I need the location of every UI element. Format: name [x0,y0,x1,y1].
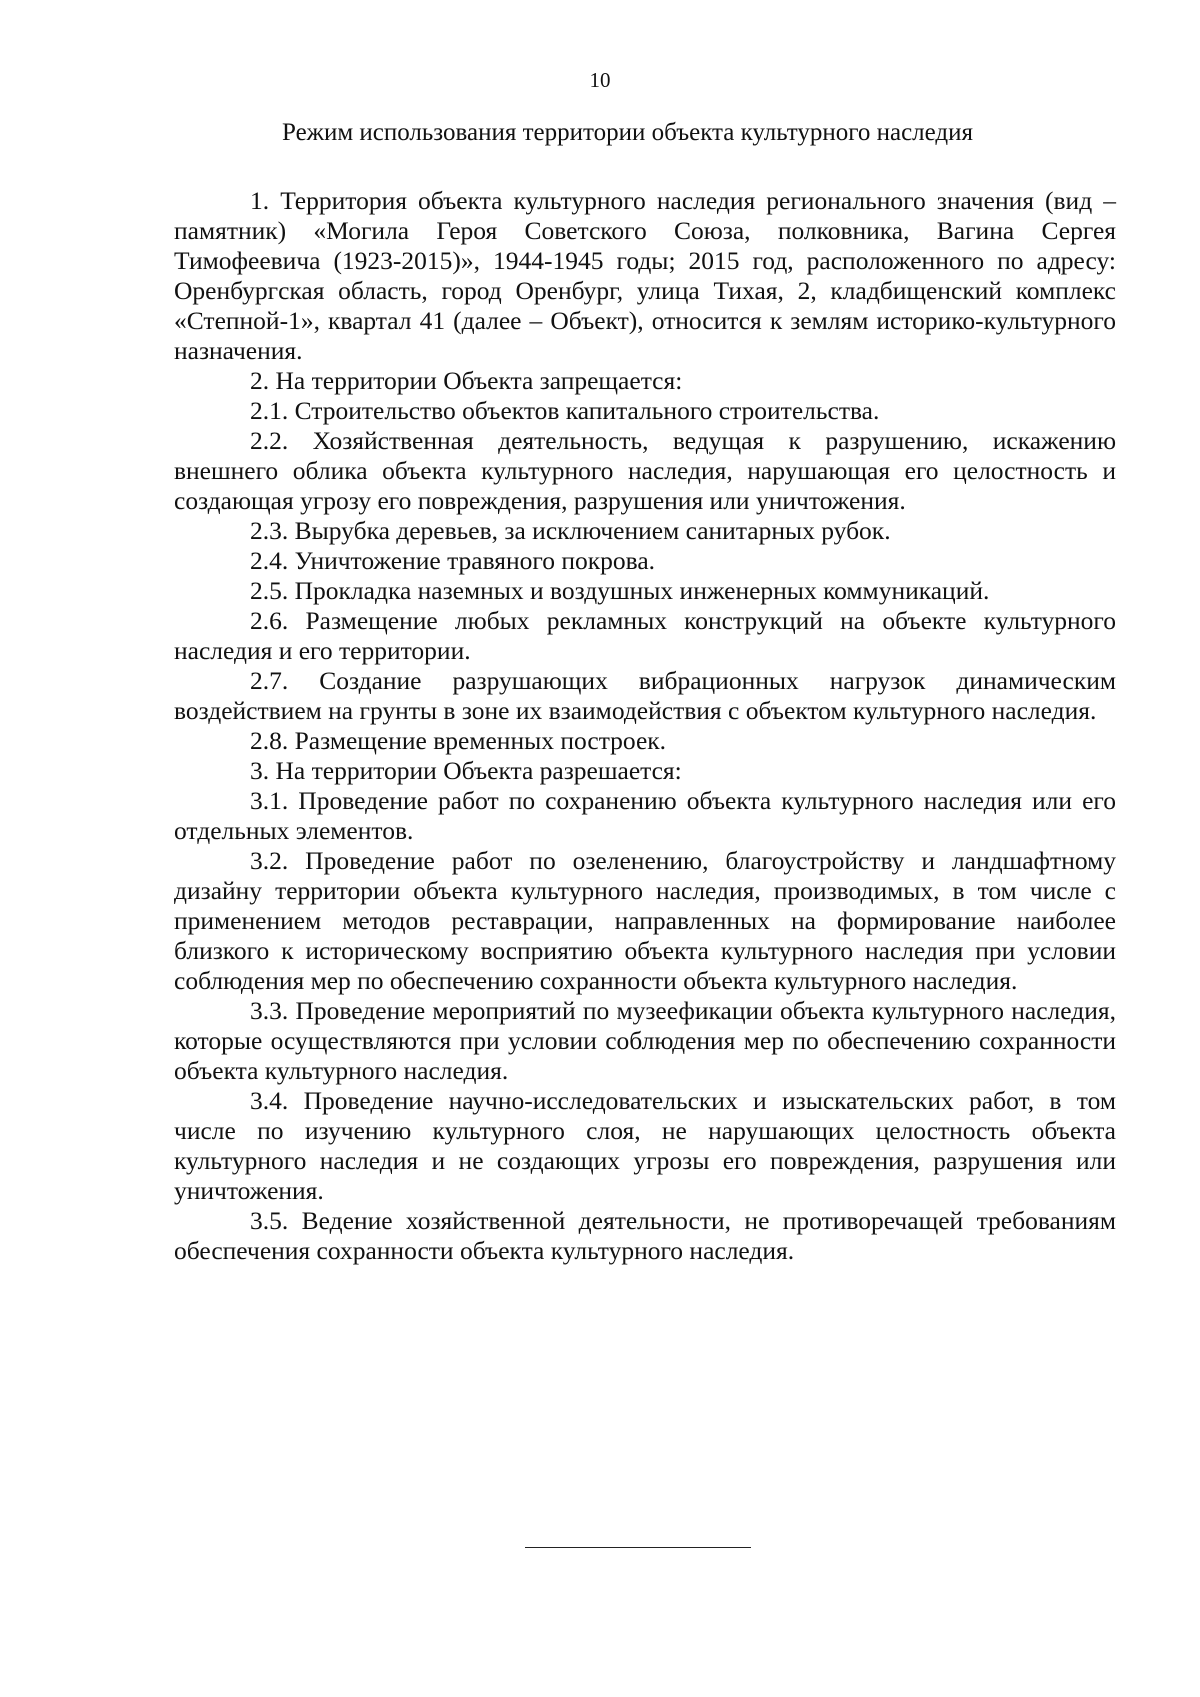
paragraph-2: 2. На территории Объекта запрещается: [250,366,683,395]
paragraph-2-4: 2.4. Уничтожение травяного покрова. [250,546,656,575]
paragraph-3: 3. На территории Объекта разрешается: [250,756,682,785]
page-number: 10 [589,68,611,92]
paragraph-3-1: 3.1. Проведение работ по сохранению объекта культурного наследия или его отдельных элементов. [174,786,1116,845]
paragraph-2-6: 2.6. Размещение любых рекламных конструкций на объекте культурного наследия и его территории. [174,606,1116,665]
paragraph-2-5: 2.5. Прокладка наземных и воздушных инженерных коммуникаций. [250,576,990,605]
paragraph-1: 1. Территория объекта культурного наследия регионального значения (вид – памятник) «Могила Героя Советского Союза, полковника, Вагина Сергея Тимофеевича (1923-2015)», 1944-1945 годы; 2015 год, расположенного по адресу: Оренбургская область, город Оренбург, улица Тихая, 2, кладбищенский комплекс «Степной-1», квартал 41 (далее – Объект), относится к землям историко-культурного назначения. [174,186,1116,365]
paragraph-3-2: 3.2. Проведение работ по озеленению, благоустройству и ландшафтному дизайну территории объекта культурного наследия, производимых, в том числе с применением методов реставрации, направленных на формирование наиболее близкого к историческому восприятию объекта культурного наследия при условии соблюдения мер по обеспечению сохранности объекта культурного наследия. [174,846,1116,995]
document-body [174,186,1116,1266]
paragraph-2-7: 2.7. Создание разрушающих вибрационных нагрузок динамическим воздействием на грунты в зоне их взаимодействия с объектом культурного наследия. [174,666,1116,725]
paragraph-2-3: 2.3. Вырубка деревьев, за исключением санитарных рубок. [250,516,891,545]
paragraph-2-8: 2.8. Размещение временных построек. [250,726,667,755]
document-title: Режим использования территории объекта культурного наследия [282,119,974,146]
paragraph-2-1: 2.1. Строительство объектов капитального строительства. [250,396,880,425]
paragraph-3-4: 3.4. Проведение научно-исследовательских и изыскательских работ, в том числе по изучению культурного слоя, не нарушающих целостность объекта культурного наследия и не создающих угрозы его повреждения, разрушения или уничтожения. [174,1086,1116,1205]
end-of-text-rule [525,1547,751,1548]
paragraph-2-2: 2.2. Хозяйственная деятельность, ведущая к разрушению, искажению внешнего облика объекта культурного наследия, нарушающая его целостность и создающая угрозу его повреждения, разрушения или уничтожения. [174,426,1116,515]
paragraph-3-5: 3.5. Ведение хозяйственной деятельности, не противоречащей требованиям обеспечения сохранности объекта культурного наследия. [174,1206,1116,1265]
paragraph-3-3: 3.3. Проведение мероприятий по музеефикации объекта культурного наследия, которые осуществляются при условии соблюдения мер по обеспечению сохранности объекта культурного наследия. [174,996,1116,1085]
